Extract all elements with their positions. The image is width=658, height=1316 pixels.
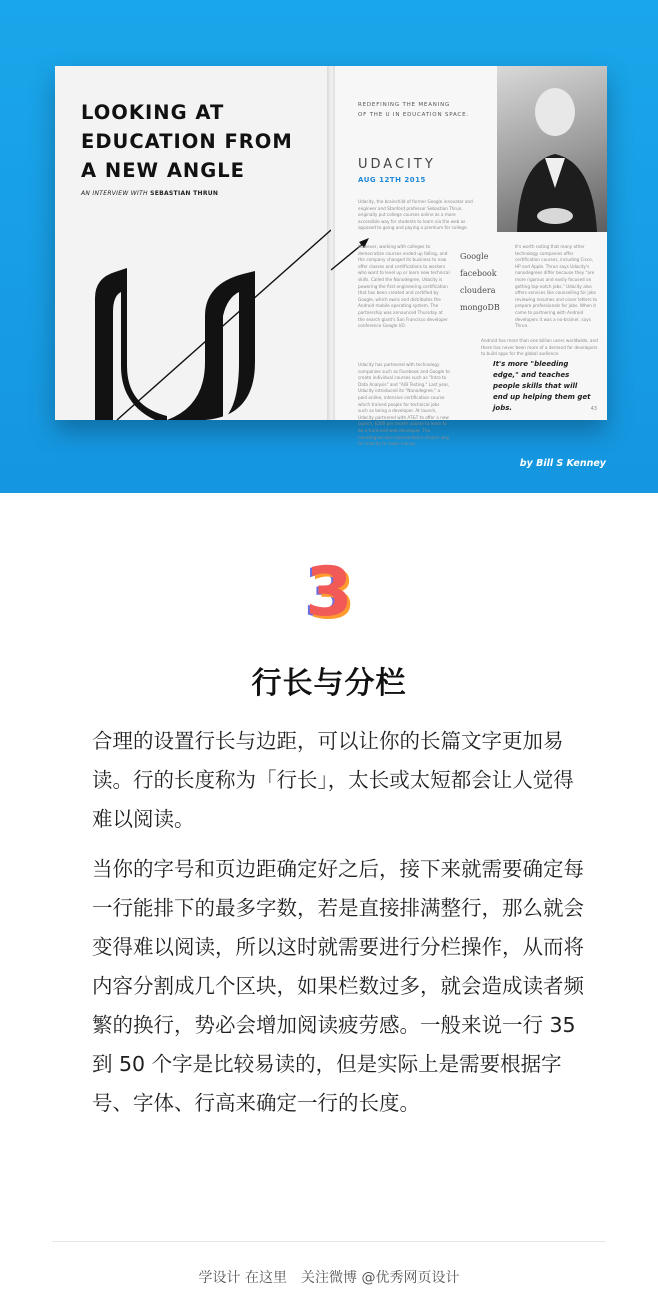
headline-line: A NEW ANGLE xyxy=(81,159,245,182)
portrait-photo xyxy=(497,66,607,232)
mongodb-logo: mongoDB xyxy=(460,303,500,312)
body-paragraph: 合理的设置行长与边距，可以让你的长篇文字更加易读。行的长度称为「行长」，太长或太短都会让人觉得难以阅读。 xyxy=(92,729,574,831)
hero-banner xyxy=(0,0,658,493)
headline-line: LOOKING AT xyxy=(81,101,225,124)
footer-divider xyxy=(52,1241,606,1242)
magazine-kicker xyxy=(358,100,498,120)
article-column: Android has more than one billion users worldwide, and there has never been more of a demand for developers to build apps for the global audience. xyxy=(481,338,598,357)
article-column: However, working with colleges to democratize courses ended up falling, and the company changed its business to now offer classes and certifications to workers who want to level up or learn new technical skills. Called the Nanodegree, Udacity is powering the first engineering certification that has been created and certified by Google, which owns and distributes the Android mobile operating system. The partnership was announced Thursday at the search giant's San Francisco developer conference Google I/O. xyxy=(358,244,450,329)
section-title: 行长与分栏 xyxy=(251,666,407,701)
kicker-line: REDEFINING THE MEANING xyxy=(358,102,451,108)
google-logo: Google xyxy=(460,252,489,261)
interview-prefix: AN INTERVIEW WITH xyxy=(81,190,148,197)
article-column: Udacity, the brainchild of former Google innovator and engineer and Stanford professor Sebastian Thrun, originally put college courses online as a more accessible way for students to learn via the web as opposed to going and paying a premium for college. xyxy=(358,199,473,231)
photo-credit: by Bill S Kenney xyxy=(519,458,606,469)
footer-text: 学设计 在这里 关注微博 @优秀网页设计 xyxy=(198,1270,460,1286)
facebook-logo: facebook xyxy=(460,269,497,278)
cloudera-logo: cloudera xyxy=(460,286,496,295)
magazine-spread xyxy=(55,66,607,447)
udacity-wordmark: UDACITY xyxy=(358,157,436,172)
portrait-silhouette xyxy=(497,66,607,232)
magazine-left-page xyxy=(55,66,331,420)
section-number: 3 xyxy=(305,553,353,632)
page-number: 43 xyxy=(590,406,597,412)
magazine-spine xyxy=(327,66,335,420)
article-column: Udacity has partnered with technology companies such as Facebook and Google to create individual courses such as "Intro to Data Analysis" and "A/B Testing." Last year, Udacity introduced its "Nanodegree," a paid online, intensive certification course which trained people for technical jobs such as being a developer. At launch, Udacity partnered with AT&T to offer a new launch, $200 per month course to learn to be a front-end web developer. The nanodegree also represented a clearer way for Udacity to make money. xyxy=(358,362,450,447)
partner-logos xyxy=(460,248,510,316)
udacity-u-logo-graphic xyxy=(55,66,331,420)
article-column: It's worth noting that many other technology companies offer certification courses, including Cisco, HP and Apple. Thrun says Udacity's nanodegrees differ because they "are more rigorous and easily focused on getting top-notch jobs." Udacity also offers services like counselling for jobs reviewing resumes and cover letters to prepare professionals for jobs. When it came to partnering with Android developers it was a no-brainer, says Thrun. xyxy=(515,244,598,329)
article-date: AUG 12TH 2015 xyxy=(358,176,426,184)
body-paragraph: 当你的字号和页边距确定好之后，接下来就需要确定每一行能排下的最多字数，若是直接排满整行，那么就会变得难以阅读，所以这时就需要进行分栏操作，从而将内容分割成几个区块，如果栏数过多，就会造成读者频繁的换行，势必会增加阅读疲劳感。一般来说一行 35 到 50 个字是比较易读的，但是实际上是需要根据字号、字体、行高来确定一行的长度。 xyxy=(92,857,584,1115)
headline-line: EDUCATION FROM xyxy=(81,130,293,153)
pull-quote: It's more "bleeding edge," and teaches people skills that will end up helping them get jobs. xyxy=(493,360,591,412)
interview-name: SEBASTIAN THRUN xyxy=(150,190,219,197)
kicker-line: OF THE U IN EDUCATION SPACE. xyxy=(358,112,469,118)
magazine-right-page xyxy=(331,66,607,447)
